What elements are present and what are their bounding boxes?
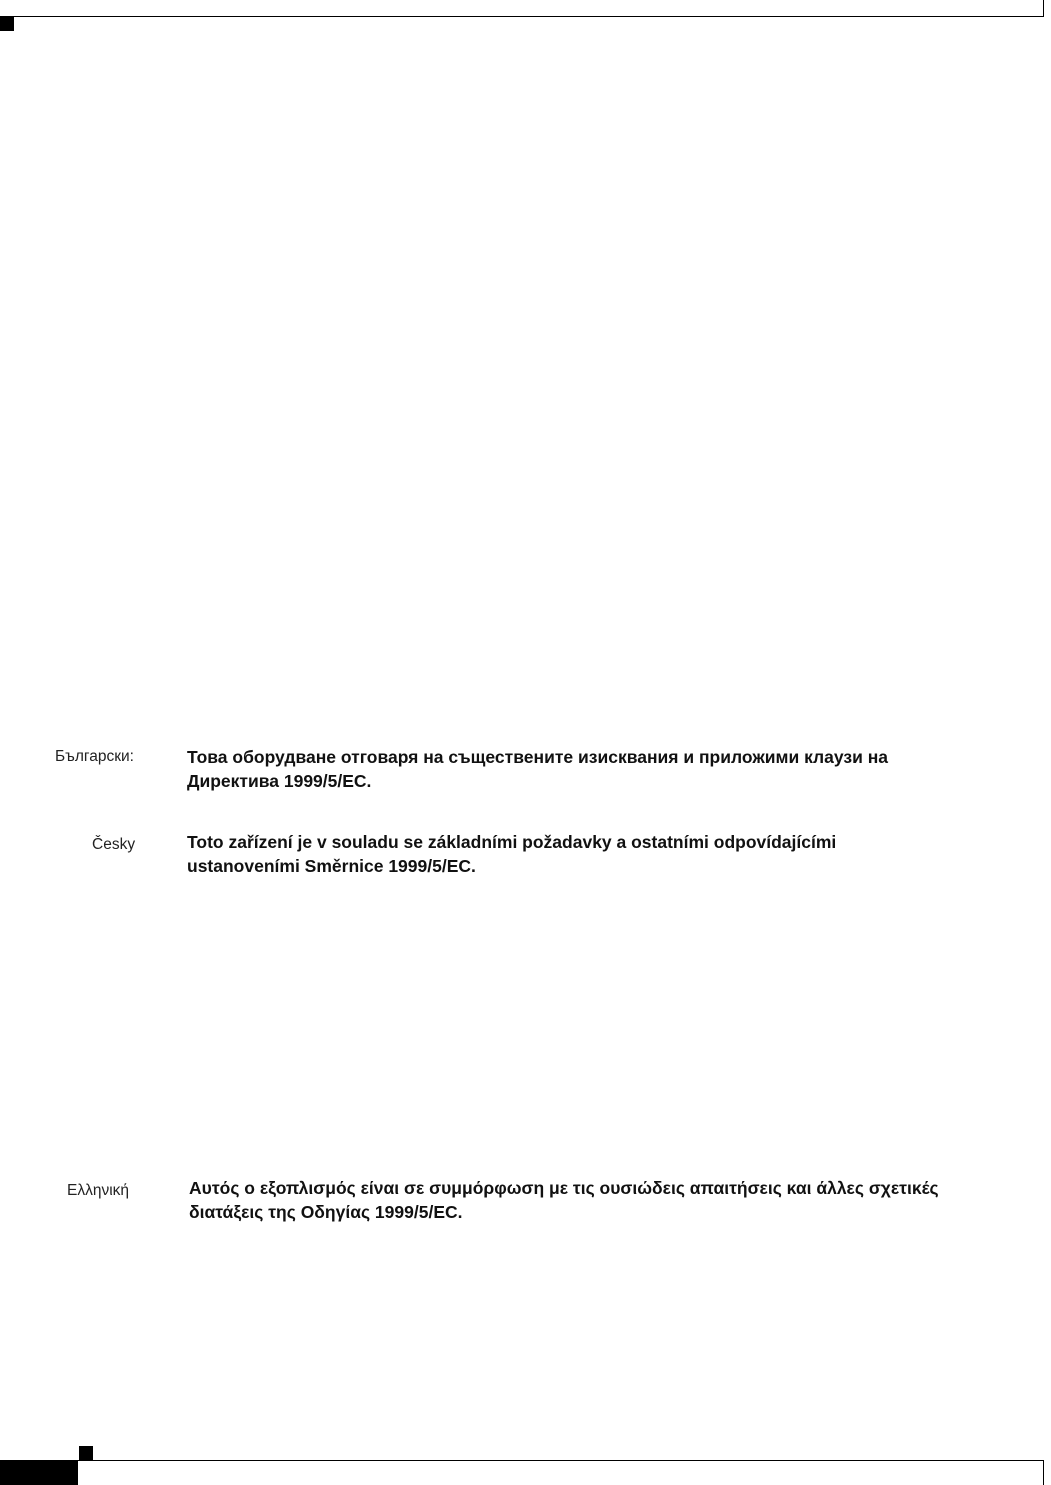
footer-page-tab xyxy=(0,1460,78,1485)
footer-marker xyxy=(79,1446,93,1460)
statement-bulgarian xyxy=(187,745,888,793)
header-rule-end-tick xyxy=(1043,0,1044,17)
footer-rule xyxy=(0,1460,1044,1461)
statement-czech-line-2: ustanoveními Směrnice 1999/5/EC. xyxy=(187,856,476,876)
language-label-czech: Česky xyxy=(92,836,136,853)
statement-bulgarian-line-2: Директива 1999/5/ЕС. xyxy=(187,771,372,791)
statement-greek xyxy=(189,1176,939,1224)
header-corner-marker xyxy=(0,17,14,31)
statement-greek-line-2: διατάξεις της Οδηγίας 1999/5/EC. xyxy=(189,1202,463,1222)
statement-greek-line-1: Αυτός ο εξοπλισμός είναι σε συμμόρφωση με τις ουσιώδεις απαιτήσεις και άλλες σχετικές xyxy=(189,1178,939,1198)
statement-czech-line-1: Toto zařízení je v souladu se základními požadavky a ostatními odpovídajícími xyxy=(187,832,837,852)
header-rule xyxy=(0,16,1044,17)
statement-czech xyxy=(187,830,836,878)
footer-rule-end-tick xyxy=(1043,1460,1044,1485)
language-label-bulgarian: Български: xyxy=(55,748,134,765)
language-label-greek: Ελληνική xyxy=(67,1182,130,1199)
statement-bulgarian-line-1: Това оборудване отговаря на съществените изисквания и приложими клаузи на xyxy=(187,747,889,767)
